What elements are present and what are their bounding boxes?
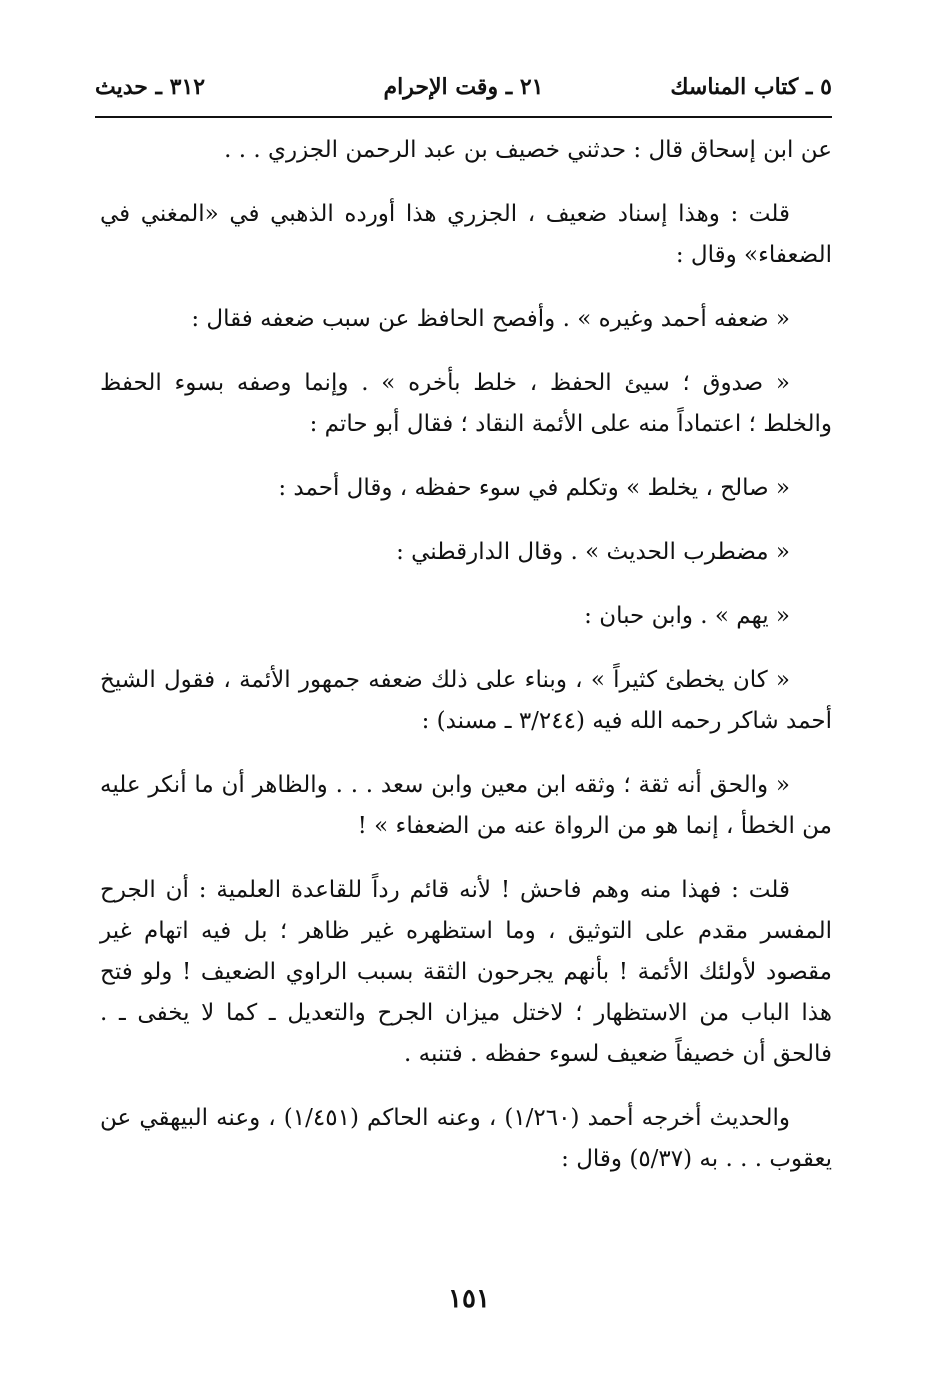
running-header xyxy=(95,66,832,116)
quote-daraqutni: « يهم » . وابن حبان : xyxy=(584,603,790,629)
paragraph-rebuttal: قلت : فهذا منه وهم فاحش ! لأنه قائم رداً للقاعدة العلمية : أن الجرح المفسر مقدم على التوثيق ، وما استظهره غير ظاهر ؛ بل فيه اتهام غير مقصود لأولئك الأئمة ! بأنهم يجرحون الثقة بسبب الراوي الضعيف ! ولو فتح هذا الباب من الاستظهار ؛ لاختل ميزان الجرح والتعديل ـ كما لا يخفى ـ . فالحق أن خصيفاً ضعيف لسوء حفظه . فتنبه . xyxy=(100,877,832,1067)
header-divider xyxy=(95,116,832,118)
quote-ahmad-weakened: « ضعفه أحمد وغيره » . وأفصح الحافظ عن سبب ضعفه فقال : xyxy=(191,306,790,332)
paragraph-comment-dhahabi: قلت : وهذا إسناد ضعيف ، الجزري هذا أورده الذهبي في «المغني في الضعفاء» وقال : xyxy=(100,201,832,268)
page-body xyxy=(100,130,832,1203)
paragraph-takhrij: والحديث أخرجه أحمد (١/٢٦٠) ، وعنه الحاكم (١/٤٥١) ، وعنه البيهقي عن يعقوب . . . به (٥/٣٧) وقال : xyxy=(100,1105,832,1172)
quote-shakir: « والحق أنه ثقة ؛ وثقه ابن معين وابن سعد . . . والظاهر أن ما أنكر عليه من الخطأ ، إنما هو من الرواة عنه من الضعفاء » ! xyxy=(100,772,832,839)
paragraph-isnad: عن ابن إسحاق قال : حدثني خصيف بن عبد الرحمن الجزري . . . xyxy=(224,137,832,163)
header-chapter-title: ٥ ـ كتاب المناسك xyxy=(670,74,832,100)
quote-abu-hatim: « صالح ، يخلط » وتكلم في سوء حفظه ، وقال أحمد : xyxy=(278,475,790,501)
quote-ahmad: « مضطرب الحديث » . وقال الدارقطني : xyxy=(396,539,790,565)
header-section-title: ٢١ ـ وقت الإحرام xyxy=(383,74,544,100)
page-number: ١٥١ xyxy=(448,1284,490,1314)
paragraph-hafiz-verdict: « صدوق ؛ سيئ الحفظ ، خلط بأخره » . وإنما وصفه بسوء الحفظ والخلط ؛ اعتماداً منه على الأئمة النقاد ؛ فقال أبو حاتم : xyxy=(100,370,832,437)
paragraph-ibn-hibban: « كان يخطئ كثيراً » ، وبناء على ذلك ضعفه جمهور الأئمة ، فقول الشيخ أحمد شاكر رحمه الله فيه (٣/٢٤٤ ـ مسند) : xyxy=(100,667,832,734)
header-hadith-number: ٣١٢ ـ حديث xyxy=(95,74,206,100)
